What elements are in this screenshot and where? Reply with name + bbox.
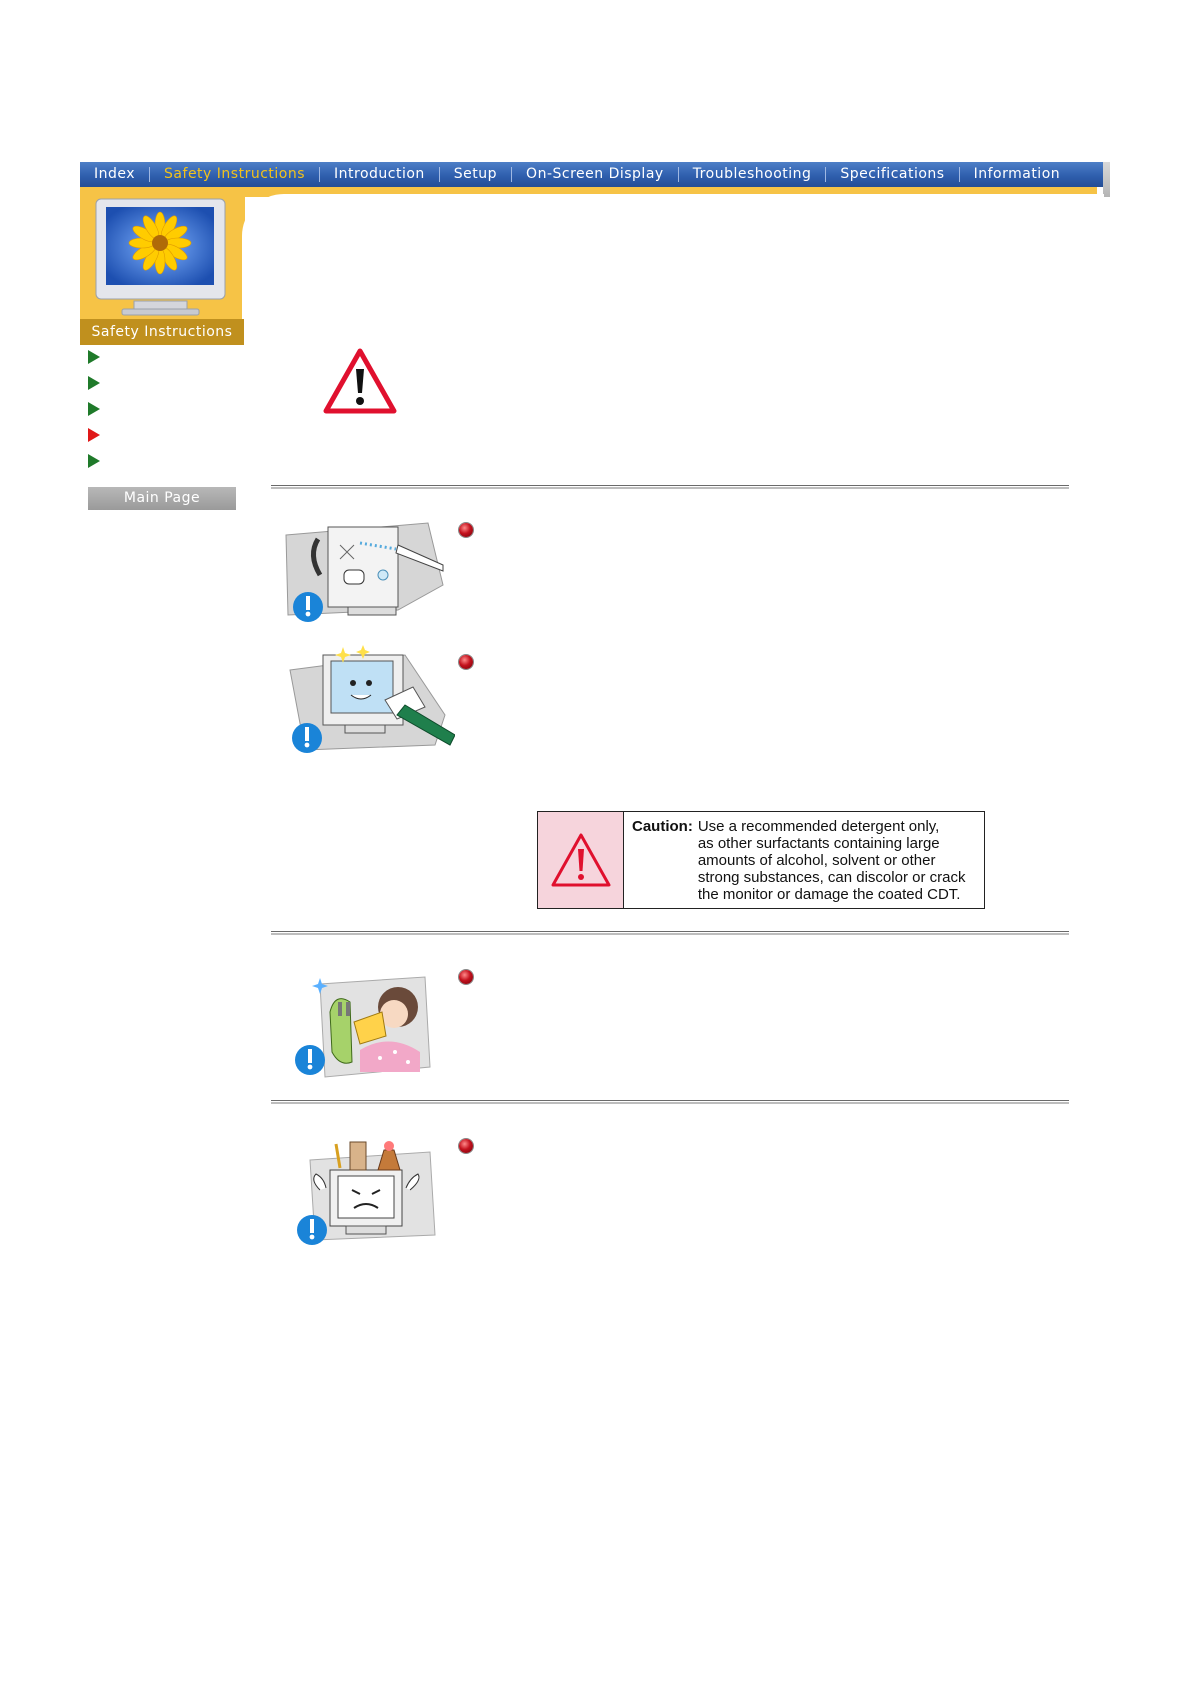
- caution-body: Use a recommended detergent only, as other surfactants containing large amounts of alcohol, solvent or other strong substances, can discolor or crack the monitor or damage the coated CDT.: [697, 818, 966, 903]
- monitor-illustration: [94, 197, 227, 317]
- green-arrow-icon[interactable]: [88, 350, 100, 364]
- caution-icon-cell: [538, 812, 624, 908]
- sidebar-bullets: [88, 350, 100, 480]
- caution-box: [537, 811, 985, 909]
- bullet-icon: [459, 655, 473, 669]
- nav-on-screen-display[interactable]: On-Screen Display: [526, 166, 664, 182]
- section-divider: [271, 1100, 1069, 1104]
- caution-text: [624, 812, 984, 908]
- spray-monitor-illustration: [278, 515, 448, 625]
- caution-label: Caution:: [632, 818, 693, 835]
- nav-safety-instructions[interactable]: Safety Instructions: [164, 166, 306, 182]
- green-arrow-icon[interactable]: [88, 402, 100, 416]
- bullet-icon: [459, 523, 473, 537]
- nav-setup[interactable]: Setup: [453, 166, 498, 182]
- clean-plug-illustration: [290, 972, 460, 1082]
- top-navigation: [80, 162, 1105, 187]
- green-arrow-icon[interactable]: [88, 376, 100, 390]
- nav-specifications[interactable]: Specifications: [840, 166, 945, 182]
- bullet-icon: [459, 970, 473, 984]
- green-arrow-icon[interactable]: [88, 454, 100, 468]
- nav-introduction[interactable]: Introduction: [334, 166, 425, 182]
- bullet-icon: [459, 1139, 473, 1153]
- section-divider: [271, 931, 1069, 935]
- nav-end-cap: [1103, 162, 1110, 197]
- nav-information[interactable]: Information: [973, 166, 1061, 182]
- main-page-button[interactable]: Main Page: [88, 487, 236, 510]
- nav-troubleshooting[interactable]: Troubleshooting: [692, 166, 812, 182]
- red-arrow-icon[interactable]: [88, 428, 100, 442]
- nav-index[interactable]: Index: [94, 166, 136, 182]
- no-objects-on-monitor-illustration: [290, 1140, 460, 1250]
- section-label: Safety Instructions: [80, 319, 244, 345]
- warning-triangle-icon: [323, 347, 397, 415]
- caution-triangle-icon: [549, 831, 613, 889]
- section-divider: [271, 485, 1069, 489]
- wipe-monitor-illustration: [285, 645, 455, 755]
